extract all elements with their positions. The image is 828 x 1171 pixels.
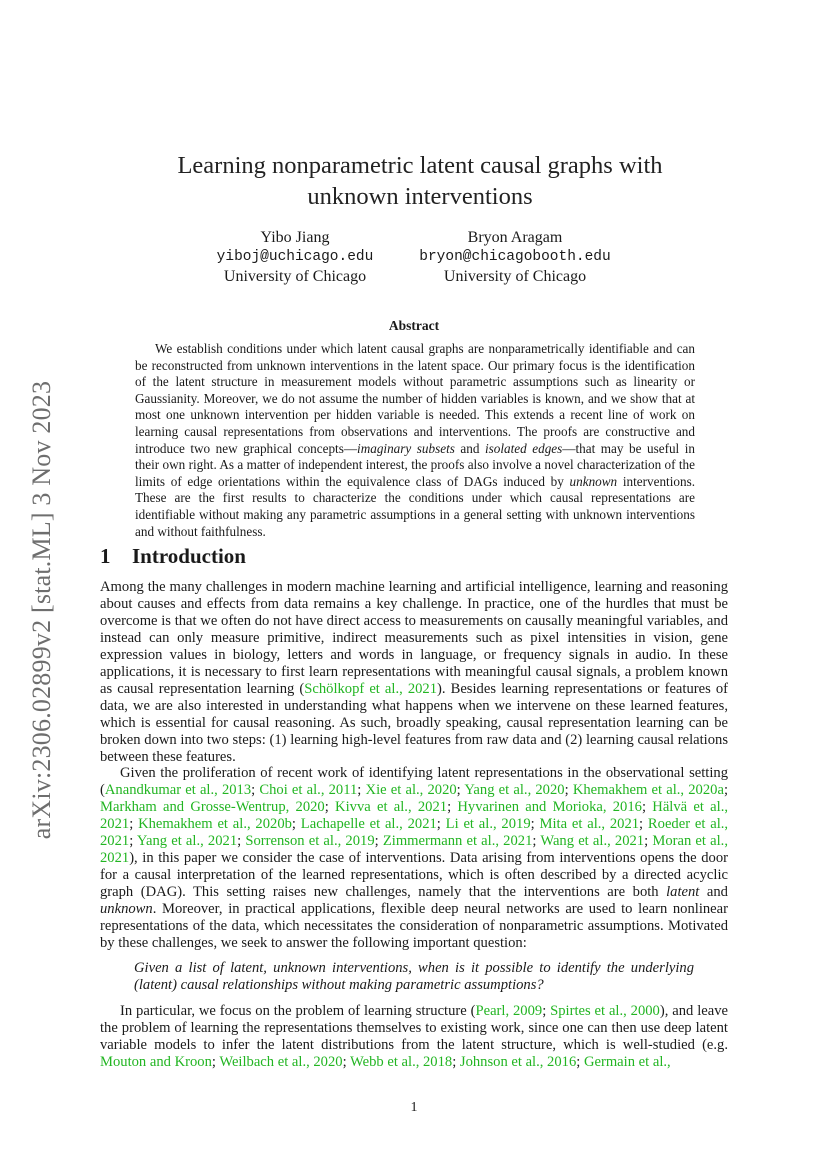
page-number: 1 xyxy=(410,1100,418,1115)
arxiv-identifier: arXiv:2306.02899v2 [stat.ML] 3 Nov 2023 xyxy=(27,380,56,840)
citation-link[interactable]: Roeder et al., 2021 xyxy=(100,816,729,850)
body-text: ). Besides learning representations or features of data, we are also interested in understanding what happens when we intervene on these learned features, which is essential for causal reasoning. As such, broadly speaking, causal representation learning can be broken down into two steps: (1) learning high-level features from raw data and (2) learning causal relations between these features. xyxy=(100,680,728,765)
author-email: bryon@chicagobooth.edu xyxy=(419,248,611,265)
author-affiliation: University of Chicago xyxy=(223,268,367,285)
citation-separator: ; xyxy=(542,1002,551,1019)
author-name: Yibo Jiang xyxy=(260,229,330,246)
citation-separator: ; xyxy=(129,833,137,850)
citation-separator: ; xyxy=(723,782,728,799)
body-text: ), in this paper we consider the case of interventions. Data arising from interventions opens the door for a causal interpretation of the learned representations, which is often described by a directed acyclic graph (DAG). This setting raises new challenges, namely that the interventions are both xyxy=(100,850,728,901)
abstract-heading: Abstract xyxy=(388,318,440,333)
citation-link[interactable]: Hälvä et al., 2021 xyxy=(100,799,729,833)
abstract-text: We establish conditions under which latent causal graphs are nonparametrically identifiable and can be reconstructed from unknown interventions in the latent space. Our primary focus is the identification of the latent structure in measurement models without parametric assumptions such as linearity or Gaussianity. Moreover, we do not assume the number of hidden variables is known, and we show that at most one unknown intervention per hidden variable is needed. This extends a recent line of work on learning causal representations from observations and interventions. The proofs are constructive and introduce two new graphical concepts— xyxy=(135,341,695,456)
author-block-2 xyxy=(410,228,620,287)
abstract-text: and xyxy=(454,440,485,456)
citation-separator: ; xyxy=(436,816,446,833)
citation-separator: ; xyxy=(211,1053,220,1070)
section-number: 1 xyxy=(100,544,111,568)
abstract-body xyxy=(135,341,695,540)
abstract-emphasis: isolated edges xyxy=(484,440,563,456)
citation-link[interactable]: Hyvarinen and Morioka, 2016 xyxy=(457,799,642,816)
citation-separator: ; xyxy=(564,782,573,799)
citation-link[interactable]: Lachapelle et al., 2021 xyxy=(300,816,437,833)
abstract-emphasis: unknown xyxy=(569,473,618,489)
main-body xyxy=(100,579,728,1071)
paper-title xyxy=(120,150,720,212)
body-text: Given the proliferation of recent work of identifying latent representations in the observational setting ( xyxy=(100,765,728,799)
body-text: and xyxy=(699,884,728,901)
citation-link[interactable]: Johnson et al., 2016 xyxy=(459,1053,577,1070)
citation-separator: ; xyxy=(576,1053,584,1070)
body-text: Among the many challenges in modern machine learning and artificial intelligence, learning and reasoning about causes and effects from data remains a key challenge. In practice, one of the hurdles that must be overcome is that we often do not have direct access to measurements on causally meaningful variables, and instead can only measure primitive, indirect measurements such as pixel intensities in vision, gene expression values in biology, letters and words in language, or frequency signals in audio. In these applications, it is necessary to first learn representations with meaningful causal signals, a problem known as causal representation learning ( xyxy=(100,579,728,697)
citation-link[interactable]: Spirtes et al., 2000 xyxy=(550,1002,660,1019)
citation-link[interactable]: Pearl, 2009 xyxy=(475,1002,543,1019)
citation-separator: ; xyxy=(342,1053,351,1070)
citation-separator: ; xyxy=(251,782,260,799)
citation-link[interactable]: Schölkopf et al., 2021 xyxy=(304,680,438,697)
arxiv-sidebar xyxy=(22,350,62,870)
citation-link[interactable]: Mita et al., 2021 xyxy=(539,816,640,833)
citation-link[interactable]: Yang et al., 2021 xyxy=(136,833,238,850)
abstract-emphasis: imaginary subsets xyxy=(357,440,455,456)
citation-link[interactable]: Choi et al., 2011 xyxy=(259,782,358,799)
citation-list xyxy=(100,1054,671,1070)
section-heading xyxy=(100,544,246,569)
citation-link[interactable]: Khemakhem et al., 2020a xyxy=(572,782,724,799)
citation-link[interactable]: Markham and Grosse-Wentrup, 2020 xyxy=(100,799,325,816)
citation-separator: ; xyxy=(456,782,465,799)
body-text: In particular, we focus on the problem of learning structure ( xyxy=(120,1002,476,1019)
citation-separator: ; xyxy=(324,799,336,816)
citation-link[interactable]: Sorrenson et al., 2019 xyxy=(245,833,375,850)
intro-paragraph-2 xyxy=(100,765,728,951)
citation-separator: ; xyxy=(641,799,653,816)
citation-link[interactable]: Xie et al., 2020 xyxy=(365,782,457,799)
author-email: yiboj@uchicago.edu xyxy=(216,248,374,265)
citation-separator: ; xyxy=(532,833,541,850)
citation-link[interactable]: Wang et al., 2021 xyxy=(540,833,645,850)
research-question: Given a list of latent, unknown interventions, when is it possible to identify the underlying (latent) causal relationships without making parametric assumptions? xyxy=(134,959,694,993)
title-line-2: unknown interventions xyxy=(307,183,533,210)
citation-link[interactable]: Kivva et al., 2021 xyxy=(335,799,448,816)
author-block-1 xyxy=(200,228,390,287)
body-text: ), and leave the problem of learning the representations themselves to existing work, since one can then use deep latent variable models to infer the latent distributions from the latent structure, which is well-studied (e.g. xyxy=(100,1002,728,1053)
emphasis-text: unknown xyxy=(100,901,153,918)
author-affiliation: University of Chicago xyxy=(443,268,587,285)
citation-separator: ; xyxy=(447,799,458,816)
citation-separator: ; xyxy=(129,816,139,833)
citation-link[interactable]: Khemakhem et al., 2020b xyxy=(138,816,292,833)
citation-separator: ; xyxy=(644,833,653,850)
intro-paragraph-3 xyxy=(100,1003,728,1071)
citation-separator: ; xyxy=(530,816,540,833)
abstract-text: —that may be useful in their own right. As a matter of independent interest, the proofs also involve a novel characterization of the limits of edge orientations within the equivalence class of DAGs induced by xyxy=(135,440,695,489)
intro-paragraph-1 xyxy=(100,579,728,765)
citation-separator: ; xyxy=(374,833,383,850)
citation-separator: ; xyxy=(237,833,246,850)
citation-separator: ; xyxy=(452,1053,460,1070)
citation-link[interactable]: Zimmermann et al., 2021 xyxy=(382,833,533,850)
citation-link[interactable]: Yang et al., 2020 xyxy=(464,782,565,799)
citation-link[interactable]: Anandkumar et al., 2013 xyxy=(104,782,252,799)
citation-separator: ; xyxy=(357,782,366,799)
abstract-paragraph xyxy=(135,341,695,540)
citation-link[interactable]: Moran et al., 2021 xyxy=(100,833,728,867)
citation-link[interactable]: Webb et al., 2018 xyxy=(350,1053,453,1070)
author-name: Bryon Aragam xyxy=(467,229,563,246)
citation-separator: ; xyxy=(639,816,648,833)
title-line-1: Learning nonparametric latent causal graphs with xyxy=(177,152,663,179)
emphasis-text: latent xyxy=(666,884,700,901)
citation-link[interactable]: Germain et al., xyxy=(583,1053,671,1070)
body-text: . Moreover, in practical applications, flexible deep neural networks are used to learn nonlinear representations of the data, which necessitates the consideration of nonparametric assumptions. Motivated by these challenges, we seek to answer the following important question: xyxy=(100,901,728,952)
citation-link[interactable]: Weilbach et al., 2020 xyxy=(219,1053,343,1070)
citation-link[interactable]: Mouton and Kroon xyxy=(100,1053,212,1070)
citation-link[interactable]: Li et al., 2019 xyxy=(445,816,531,833)
section-title: Introduction xyxy=(132,544,246,568)
citation-separator: ; xyxy=(291,816,301,833)
abstract-text: interventions. These are the first results to characterize the conditions under which causal representations are identifiable without making any parametric assumptions in a general setting with unknown interventions and without faithfulness. xyxy=(135,473,695,539)
